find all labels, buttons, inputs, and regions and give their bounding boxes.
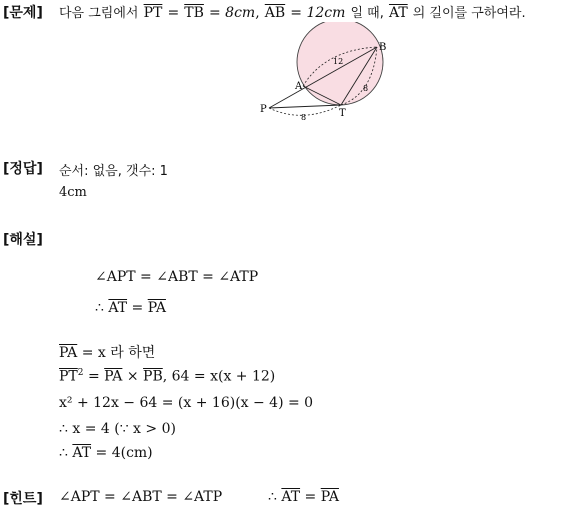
segment-at: $\overline{AT}$	[388, 5, 408, 21]
segment-tb: $\overline{TB}$	[184, 5, 204, 21]
segment-at: $\overline{AT}$	[108, 300, 128, 316]
segment-pb: $\overline{PB}$	[143, 368, 163, 385]
equals: =	[167, 5, 180, 21]
therefore-symbol: ∴	[95, 300, 104, 316]
exponent: 2	[77, 368, 84, 378]
segment-pt: $\overline{PT}$	[59, 368, 78, 385]
therefore-symbol: ∴	[59, 445, 68, 461]
segment-pa: $\overline{PA}$	[104, 368, 123, 385]
point-t-label: T	[339, 108, 346, 119]
solution-line-1	[59, 342, 155, 362]
segment-pa: $\overline{PA}$	[59, 345, 78, 361]
tangent-p-t	[269, 105, 341, 108]
comma: ,	[255, 5, 260, 21]
problem-intro: 다음 그림에서	[59, 6, 139, 21]
value-8cm: = 8cm	[209, 5, 256, 21]
value-12cm: = 12cm	[290, 5, 346, 21]
hint-angle-equality: ∠APT = ∠ABT = ∠ATP	[59, 489, 223, 505]
explanation-label: [해설]	[3, 232, 43, 248]
segment-at: $\overline{AT}$	[72, 445, 92, 461]
solution-line-3: x² + 12x − 64 = (x + 16)(x − 4) = 0	[59, 395, 314, 411]
times: ×	[126, 368, 139, 385]
segment-pa: $\overline{PA}$	[320, 489, 339, 505]
length-8-bottom-label: 8	[301, 113, 307, 122]
geometry-figure	[255, 22, 395, 126]
problem-condition: 일 때,	[350, 6, 384, 21]
therefore-symbol: ∴	[268, 489, 277, 505]
conclusion-at-pa	[95, 300, 166, 316]
equals: =	[131, 300, 144, 316]
length-8-right-label: 8	[363, 84, 369, 93]
answer-value: 4cm	[59, 185, 87, 200]
segment-pa: $\overline{PA}$	[147, 300, 166, 316]
length-12-label: 12	[333, 57, 344, 66]
segment-pt: $\overline{PT}$	[143, 5, 163, 21]
solution-line-4: ∴ x = 4 (∵ x > 0)	[59, 421, 176, 437]
equation: , 64 = x(x + 12)	[162, 368, 276, 385]
solution-line-2	[59, 368, 275, 385]
equals: =	[304, 489, 317, 505]
angle-equality: ∠APT = ∠ABT = ∠ATP	[95, 269, 259, 285]
point-a-label: A	[295, 81, 303, 92]
answer-label: [정답]	[3, 161, 43, 177]
equals: =	[87, 368, 100, 385]
point-p-label: P	[260, 104, 267, 115]
problem-label: [문제]	[3, 5, 43, 21]
problem-question: 의 길이를 구하여라.	[412, 6, 526, 21]
let-x: = x 라 하면	[81, 345, 156, 361]
segment-ab: $\overline{AB}$	[264, 5, 286, 21]
segment-at: $\overline{AT}$	[281, 489, 301, 505]
result: = 4(cm)	[95, 445, 153, 461]
hint-conclusion	[268, 489, 339, 505]
solution-line-5	[59, 445, 153, 461]
problem-text	[59, 2, 526, 21]
point-b-label: B	[379, 42, 387, 53]
hint-label: [힌트]	[3, 491, 43, 507]
answer-meta: 순서: 없음, 갯수: 1	[59, 164, 168, 179]
